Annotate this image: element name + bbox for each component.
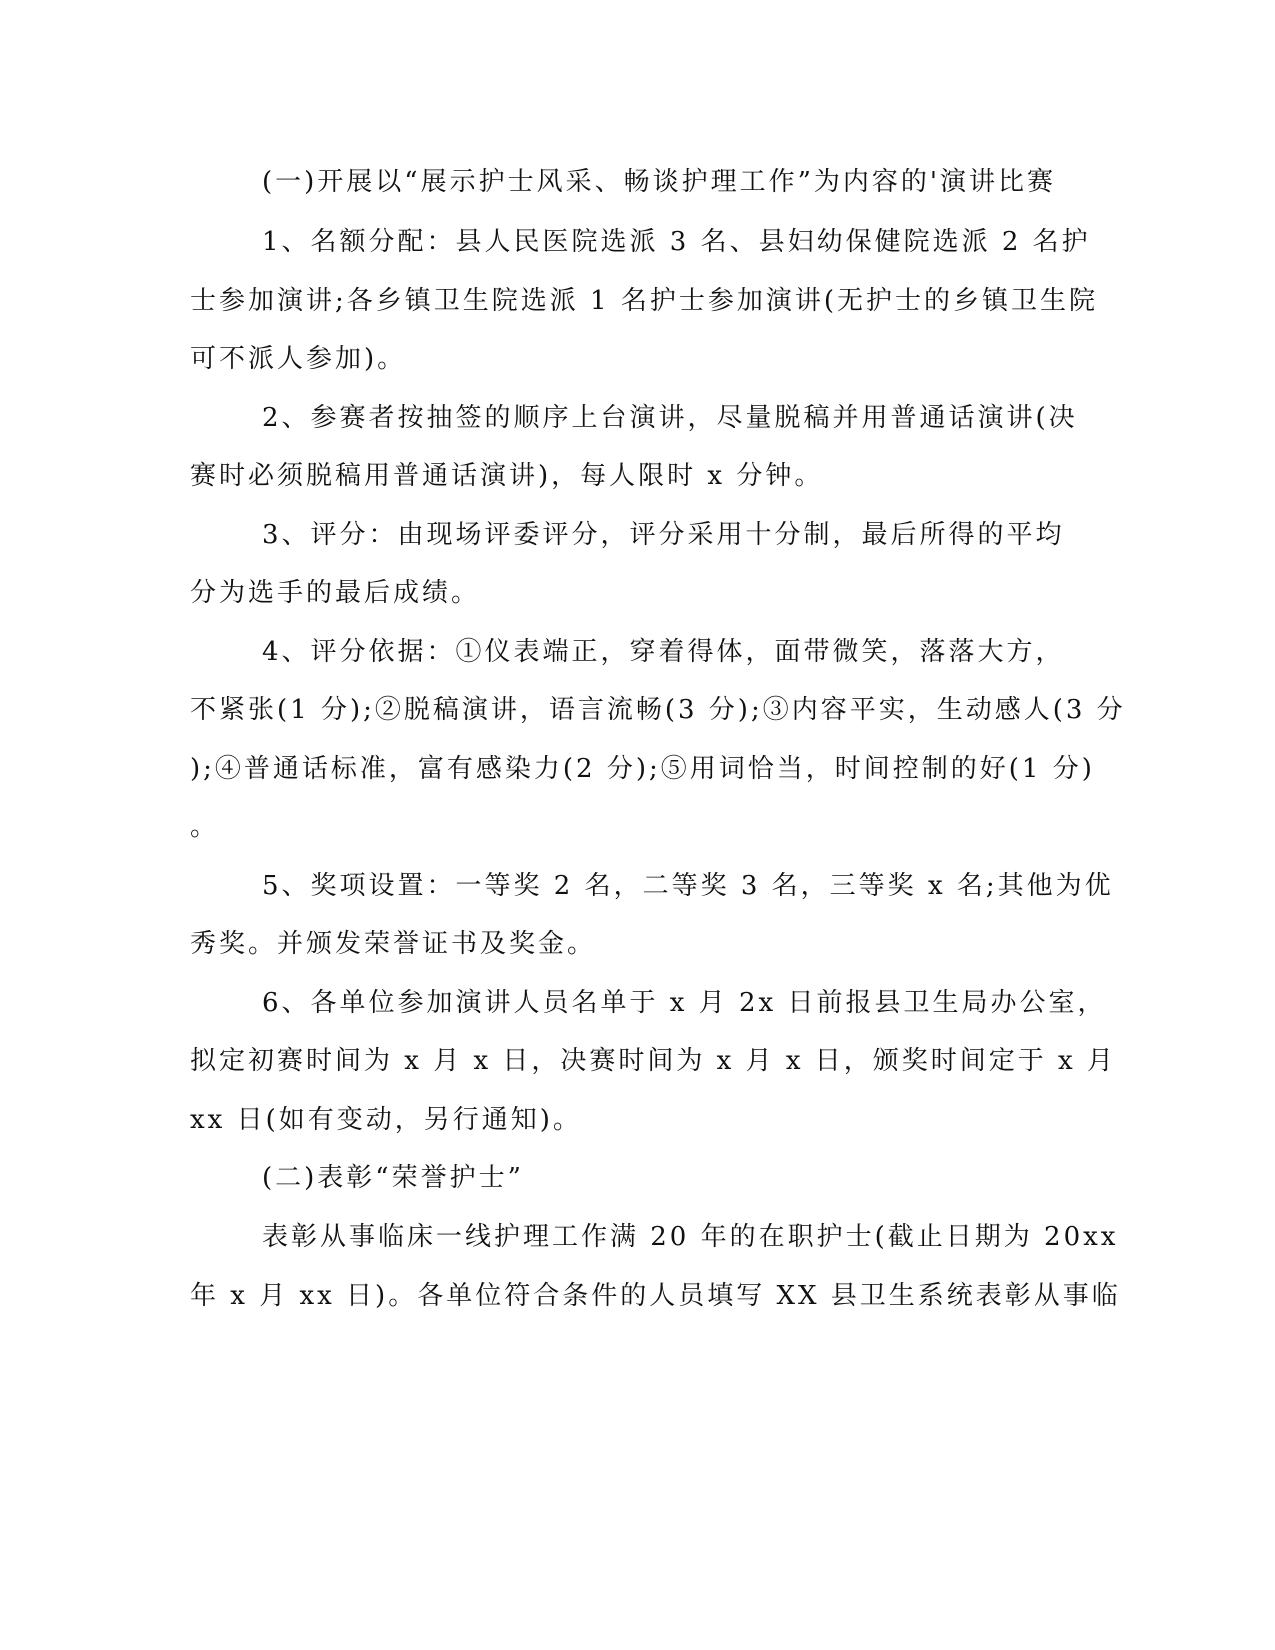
paragraph-line: );④普通话标准，富有感染力(2 分);⑤用词恰当，时间控制的好(1 分) — [190, 754, 1095, 784]
paragraph-line: 6、各单位参加演讲人员名单于 x 月 2x 日前报县卫生局办公室， — [262, 988, 1107, 1018]
paragraph-line: 赛时必须脱稿用普通话演讲)，每人限时 x 分钟。 — [190, 461, 824, 491]
paragraph-line: 1、名额分配：县人民医院选派 3 名、县妇幼保健院选派 2 名护 — [262, 227, 1091, 257]
paragraph-line: 拟定初赛时间为 x 月 x 日，决赛时间为 x 月 x 日，颁奖时间定于 x 月 — [190, 1046, 1116, 1076]
section-heading-2: (二)表彰“荣誉护士” — [262, 1163, 524, 1193]
paragraph-line: 分为选手的最后成绩。 — [190, 578, 481, 608]
paragraph-line: 士参加演讲;各乡镇卫生院选派 1 名护士参加演讲(无护士的乡镇卫生院 — [190, 286, 1098, 316]
paragraph-line: 2、参赛者按抽签的顺序上台演讲，尽量脱稿并用普通话演讲(决 — [262, 403, 1078, 433]
paragraph-line: 表彰从事临床一线护理工作满 20 年的在职护士(截止日期为 20xx — [262, 1222, 1119, 1252]
paragraph-line: 秀奖。并颁发荣誉证书及奖金。 — [190, 929, 597, 959]
paragraph-line: 3、评分：由现场评委评分，评分采用十分制，最后所得的平均 — [262, 520, 1065, 550]
paragraph-line: 4、评分依据：①仪表端正，穿着得体，面带微笑，落落大方， — [262, 637, 1065, 667]
paragraph-line: 不紧张(1 分);②脱稿演讲，语言流畅(3 分);③内容平实，生动感人(3 分 — [190, 695, 1126, 725]
paragraph-line: xx 日(如有变动，另行通知)。 — [190, 1105, 582, 1135]
section-heading-1: (一)开展以“展示护士风采、畅谈护理工作”为内容的'演讲比赛 — [262, 167, 1057, 197]
paragraph-line: 可不派人参加)。 — [190, 344, 407, 374]
paragraph-line: 年 x 月 xx 日)。各单位符合条件的人员填写 XX 县卫生系统表彰从事临 — [190, 1281, 1121, 1311]
paragraph-line: 。 — [190, 812, 220, 842]
paragraph-line: 5、奖项设置：一等奖 2 名，二等奖 3 名，三等奖 x 名;其他为优 — [262, 871, 1114, 901]
